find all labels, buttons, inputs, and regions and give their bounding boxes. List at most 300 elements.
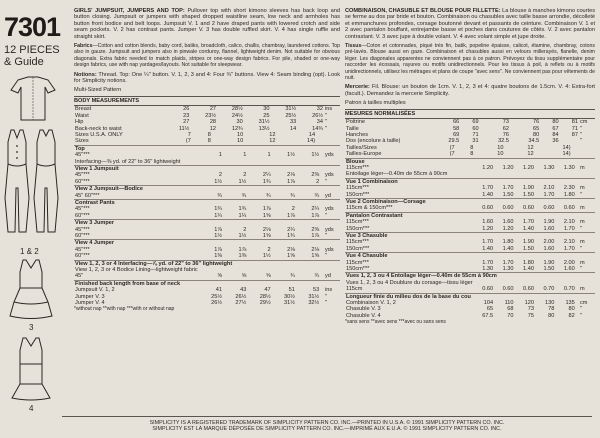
cell-value (555, 171, 575, 178)
cell-value: 1.40 (482, 191, 494, 198)
row-label: Jumper V. 4 (75, 300, 105, 307)
cell-value: 2¼ (311, 206, 320, 213)
cell-unit: " (325, 125, 327, 132)
fr-description: La blouse à manches kimono courtes se ferme au dos par bride et bouton. Combinaison ou chasubles avec taille basse arrondie, décolleté et emmanchures profondes, corsage boutonné devant et passants de ceinture. Combinaison V. 1 et 2 avec pantalon bouffant, entrejambe basse et poches dans coutures de côtés. V. 2 avec pantalon contrastant. V. 3 avec jupe à double volant. V. 4 avec volant simple et jupe droite. (345, 8, 595, 40)
cell-value: 29½ (259, 300, 271, 307)
cell-value: 26½ (211, 300, 223, 307)
row-label: 60"*** (75, 233, 90, 239)
section-title: View 1 Jumpsuit (74, 165, 340, 172)
cell-value: 14) (562, 151, 571, 158)
cell-value: 1.70 (502, 185, 514, 192)
cell-value: 2⅛ (311, 246, 320, 253)
en-nap-note: *without nap **with nap ***with or without nap (74, 306, 175, 313)
row-label: Vues 1, 2, 3 ou 4 Doublure du corsage—tissu léger (346, 279, 473, 286)
footer-divider (62, 416, 592, 417)
cell-value: 1.70 (523, 219, 534, 226)
row-label: Taille (346, 125, 359, 132)
cell-unit: " (580, 245, 582, 252)
cell-value: 1.80 (523, 259, 534, 266)
cell-value: 10 (497, 144, 504, 151)
cell-value: 1⅜ (238, 253, 247, 260)
section-header-row (345, 178, 595, 185)
section-title: View 2 Jumpsuit—Bodice (74, 186, 340, 193)
cell-value (247, 159, 271, 166)
section-header-row (345, 158, 595, 165)
cell-value: 2 (291, 206, 295, 213)
cell-value: 1.30 (482, 266, 494, 273)
cell-value: 130 (545, 300, 555, 307)
cell-value: 2⅜ (311, 172, 320, 179)
row-label: Interfacing—⅜ yd. of 22" to 36" lightweight (75, 158, 181, 165)
section-header-row (74, 199, 340, 206)
cell-value: 7 (187, 131, 191, 138)
row-label: Jumper V. 3 (75, 293, 105, 300)
en-fabrics: —Cotton and cotton blends, baby cord, batiks, broadcloth, calico, challis, chambray, laundered cottons. Top also in gauze. Jumpsuit and jumpers also in pinwale corduroy, flannel, lightweight denim. Not suitable for obvious diagonals. Extra fabric needed to match plaids, stripes or one-way design fabrics. For pile, shaded or one-way design fabrics, use with nap yardages/layouts. Not suitable for sleepwear. (74, 43, 340, 69)
cell-value: 23½ (205, 112, 217, 119)
row-label: View 1, 2, 3 or 4 Bodice Lining—lightweight fabric (75, 267, 198, 274)
cell-value: 1 (243, 152, 247, 159)
cell-value: 1.70 (563, 225, 575, 232)
section-header-row (74, 240, 340, 247)
cell-value: 34.5 (528, 138, 540, 145)
cell-value: 2 (316, 178, 320, 185)
section-header-row (345, 198, 595, 205)
cell-value: 0.60 (563, 205, 575, 212)
cell-value: 2 (267, 246, 271, 253)
cell-value: 24½ (231, 112, 243, 119)
cell-unit: " (325, 212, 327, 219)
table-row (74, 159, 340, 166)
cell-value: 32.5 (498, 138, 509, 145)
en-yardage-table (74, 145, 340, 307)
cell-value: ¾ (241, 192, 247, 199)
cell-value: 1.30 (543, 164, 555, 171)
row-label: 45" 60"*** (75, 192, 100, 199)
cell-value: 43 (240, 287, 247, 294)
cell-value: 47 (264, 287, 271, 294)
row-label: Hanches (346, 131, 369, 138)
english-column (74, 8, 340, 313)
row-label: 150cm*** (346, 266, 370, 273)
cell-value: 27½ (235, 300, 247, 307)
cell-value: 80 (552, 119, 559, 126)
cell-value (223, 159, 247, 166)
en-description: Pullover top with short kimono sleeves has back loop and button closing. Jumpsuit or jumpers with shaped dropped waistline seam, low neck and armholes has button front bodice and belt loops. Jumpsuit V. 1 and 2 have draped pants with lowered crotch and side seam pockets. V. 2 has contrast pants. Jumper V. 3 has double ruffled skirt. V. 4 has single ruffle and straight skirt. (74, 8, 340, 40)
section-title: View 3 Jumper (74, 220, 340, 227)
cell-value: 1½ (238, 233, 247, 239)
cell-value: 65 (533, 125, 540, 132)
cell-value: 1.80 (502, 239, 514, 246)
cell-value: 1.60 (482, 219, 494, 226)
table-row (345, 226, 595, 233)
cell-unit: " (580, 225, 582, 232)
table-row (74, 213, 340, 220)
cell-value: 1⅞ (287, 178, 295, 185)
pieces-label (4, 44, 60, 68)
cell-value: 60 (472, 125, 479, 132)
view-label-4: 4 (29, 404, 34, 413)
cell-value: 1.20 (482, 164, 494, 171)
cell-value: 1⅜ (214, 253, 223, 260)
cell-value (474, 171, 494, 178)
cell-value: 70 (507, 312, 514, 319)
cell-unit (324, 159, 340, 166)
cell-value: 2.10 (563, 239, 575, 246)
cell-unit: " (325, 112, 327, 119)
cell-value: 1½ (311, 152, 320, 159)
cell-value: 0.60 (482, 205, 494, 212)
cell-value: 32 (316, 106, 323, 113)
view2-jumpsuit-sketch (32, 128, 60, 244)
en-notions-label: Notions: (74, 71, 97, 78)
row-label: Hip (75, 119, 84, 126)
cell-value: 14) (562, 144, 571, 151)
table-row (345, 246, 595, 253)
cell-value: 1⅞ (311, 233, 320, 239)
cell-unit: cm (580, 119, 588, 126)
cell-value: 76 (502, 131, 509, 138)
cell-value: 2.00 (563, 259, 575, 266)
cell-value: 1⅝ (287, 253, 295, 260)
cell-unit: " (580, 266, 582, 273)
fr-fabrics: —Coton et cotonnades, piqué très fin, batik, popeline épaisse, calicot, étamine, chambray, cotons pré-lavés. Blouse aussi en gaze. Combinaison et chasubles aussi en velours millerayés, flanelle, denim léger. Les diagonales apparentes ne conviennent pas à ce patron. Prévoyez du tissu supplémentaire pour raccorder les écossais, rayures ou motifs unidirectionnels. Pour les tissus à poil, à reflets ou à motifs unidirectionnels, utilisez les métrages et plans de coupe "avec sens". Ne conviennent pas pour vêtements de nuit. (345, 43, 595, 82)
cell-value: 28½ (231, 106, 243, 113)
cell-value: 14) (307, 138, 316, 145)
cell-value: 0.60 (523, 205, 534, 212)
fr-sizes-table (345, 145, 595, 158)
cell-value: 12 (527, 144, 534, 151)
row-label: Poitrine (346, 119, 365, 126)
fr-multisize: Patron à tailles multiples (345, 100, 406, 107)
pieces-count: 12 PIECES (4, 44, 60, 56)
row-label: Breast (75, 106, 92, 113)
cell-value: ⅝ (241, 273, 247, 280)
row-label: 60"*** (75, 178, 90, 185)
row-label: 45"*** (75, 246, 90, 253)
cell-value: 1⅞ (287, 212, 295, 219)
view-label-3: 3 (29, 323, 34, 332)
en-notions-block (74, 72, 340, 85)
view3-jumper-sketch (8, 258, 54, 320)
en-body-measurements-table (74, 106, 340, 132)
section-title: Contrast Pants (74, 199, 340, 206)
row-label: Combinaison V. 1, 2 (346, 300, 396, 307)
table-row (345, 266, 595, 273)
en-fabrics-label: Fabrics (74, 43, 93, 50)
cell-value: 31½ (258, 119, 270, 126)
cell-unit: m (580, 219, 585, 226)
cell-unit: " (580, 125, 582, 132)
cell-value: 1¼ (238, 212, 247, 219)
cell-value: 2.00 (543, 239, 555, 246)
cell-unit: m (580, 164, 585, 171)
cell-unit: " (325, 119, 327, 126)
cell-value: 0.60 (543, 205, 555, 212)
cell-unit: " (580, 306, 582, 313)
fr-notions: Fil. Blouse: un bouton de 1cm. V. 1, 2, 3 et 4: quatre boutons de 1.5cm. V. 4: Extra-fort (facult.). Demandez la mercerie Simplicity. (345, 84, 595, 97)
cell-value: 1.40 (523, 225, 534, 232)
fr-notions-block (345, 84, 595, 97)
pieces-guide: & Guide (4, 56, 44, 68)
cell-unit: ins (325, 106, 333, 113)
row-label: 115cm*** (346, 239, 369, 246)
cell-value: 1½ (214, 233, 223, 239)
cell-unit: " (580, 138, 582, 145)
cell-value: 53 (312, 287, 320, 294)
cell-value: 2.10 (563, 219, 575, 226)
section-title: Pantalon Contrastant (345, 212, 595, 219)
cell-value: 1.60 (563, 266, 575, 273)
cell-value: 120 (524, 300, 534, 307)
cell-value: 80 (533, 131, 540, 138)
cell-value: 78 (548, 306, 555, 313)
cell-value: 1¼ (214, 212, 223, 219)
row-label: Chasuble V. 3 (346, 306, 381, 313)
cell-value: 1⅝ (262, 233, 271, 239)
row-label: 150cm*** (346, 245, 370, 252)
en-sizes-table (74, 132, 340, 145)
cell-value: 31½ (285, 106, 297, 113)
row-label: Back-neck to waist (75, 125, 122, 132)
section-title: View 4 Jumper (74, 240, 340, 247)
section-header-row (74, 145, 340, 152)
cell-value: 1.20 (523, 164, 534, 171)
cell-value: 1⅞ (214, 246, 223, 253)
cell-value: 1.40 (523, 266, 534, 273)
cell-value: 2 (218, 172, 223, 179)
row-label: 115cm*** (346, 219, 369, 226)
cell-value: 14 (308, 131, 316, 138)
cell-value: 80 (568, 306, 575, 313)
row-label: 45" (75, 273, 84, 280)
cell-value: ⅝ (217, 273, 223, 280)
cell-unit: " (325, 253, 327, 260)
cell-value: 26½ (235, 293, 247, 300)
cell-value: 0.60 (482, 286, 494, 293)
row-label: 150cm*** (346, 191, 370, 198)
cell-value: 12 (209, 125, 217, 132)
cell-unit (579, 171, 595, 178)
cell-unit: " (580, 312, 582, 319)
view-label-1-2: 1 & 2 (20, 247, 39, 256)
cell-value: 31½ (284, 300, 295, 307)
cell-value: 73 (527, 306, 534, 313)
cell-value: 69 (472, 119, 479, 126)
cell-value: 1½ (238, 178, 247, 185)
cell-unit: " (580, 131, 582, 138)
cell-value: 14¾ (312, 125, 323, 132)
cell-value: 1½ (214, 178, 223, 185)
cell-unit: m (580, 185, 585, 192)
cell-value (199, 159, 223, 166)
cell-value: 0.60 (502, 286, 514, 293)
cell-value: 69 (453, 131, 460, 138)
section-header-row (74, 186, 340, 193)
cell-value: 36 (552, 138, 559, 145)
fr-fabrics-label: Tissus (345, 43, 362, 50)
cell-value (535, 171, 555, 178)
cell-value: 34 (316, 119, 323, 126)
row-label: Waist (75, 112, 89, 119)
cell-value: 1.70 (502, 259, 514, 266)
cell-value: 71 (472, 131, 479, 138)
section-header-row (74, 260, 340, 267)
cell-value: 2¼ (287, 226, 295, 233)
en-fabrics-block (74, 43, 340, 69)
cell-value: 1¾ (214, 206, 223, 213)
row-label: Tailles-Europe (346, 151, 382, 158)
cell-value: 110 (504, 300, 514, 307)
cell-value: 30½ (284, 293, 295, 300)
cell-value: 2 (243, 226, 247, 233)
cell-unit: m (580, 286, 585, 293)
row-label: Tailles/Sizes (346, 144, 377, 151)
section-header-row (345, 212, 595, 219)
row-label: 45"*** (75, 172, 90, 179)
row-label: Entoilage léger—0.40m de 55cm à 90cm (346, 171, 448, 178)
section-title: Vue 3 Chasuble (345, 233, 595, 240)
cell-value: ¾ (217, 192, 223, 199)
row-label: 45"*** (75, 206, 90, 213)
row-label: 45"*** (75, 152, 90, 159)
cell-value: 28½ (259, 293, 271, 300)
cell-unit: cm (580, 300, 588, 307)
cell-unit: " (580, 191, 582, 198)
table-row (345, 171, 595, 178)
footer (62, 420, 592, 432)
cell-value: 67.5 (482, 312, 494, 319)
section-header-row (74, 280, 340, 287)
view4-jumper-sketch (8, 336, 54, 402)
cell-unit: yds (325, 226, 334, 233)
section-header-row (74, 165, 340, 172)
cell-value: 1.20 (502, 164, 514, 171)
cell-value: 31 (472, 138, 479, 145)
fr-body-measurements-table (345, 119, 595, 145)
cell-value: 1⅞ (311, 212, 320, 219)
cell-value: 12 (269, 131, 276, 138)
section-title: Top (74, 145, 340, 152)
cell-value: 10 (236, 131, 244, 138)
cell-value: ⅝ (265, 273, 271, 280)
cell-value: 1.70 (543, 191, 555, 198)
cell-value: 0.70 (543, 286, 555, 293)
cell-value: 1.70 (563, 245, 575, 252)
cell-value: 73 (502, 119, 509, 126)
cell-value: 76 (533, 119, 540, 126)
cell-value: 1.90 (523, 239, 534, 246)
cell-value: 51 (288, 287, 295, 294)
cell-unit: m (580, 205, 585, 212)
cell-value: 1¾ (238, 206, 247, 213)
cell-value: (7 (185, 138, 191, 145)
cell-value: ¾ (290, 192, 295, 199)
cell-value: 1.30 (502, 266, 514, 273)
cell-value: 1⅞ (262, 206, 271, 213)
cell-value: 1⅝ (262, 212, 271, 219)
cell-unit: " (325, 233, 327, 239)
cell-value: 23 (183, 112, 190, 119)
table-row (345, 205, 595, 212)
cell-value: 1½ (262, 253, 271, 260)
cell-value (272, 159, 296, 166)
cell-value: 84 (552, 131, 559, 138)
cell-value: 75 (527, 312, 534, 319)
cell-value: 12 (269, 138, 276, 145)
cell-value: 62 (502, 125, 509, 132)
cell-value: 0.60 (523, 286, 534, 293)
cell-value: ¾ (290, 273, 295, 280)
cell-unit: yds (325, 152, 334, 159)
section-header-row (345, 273, 595, 280)
cell-value: 1.40 (482, 245, 494, 252)
cell-value: 25½ (285, 112, 297, 119)
cell-value: 1 (218, 152, 223, 159)
cell-value: 31½ (308, 293, 320, 300)
top-garment-sketch (8, 74, 58, 124)
cell-value: 30 (236, 119, 243, 126)
table-row (74, 253, 340, 260)
section-title: Finished back length from base of neck (74, 280, 340, 287)
cell-value: 1.90 (543, 219, 555, 226)
cell-value: 8 (470, 151, 474, 158)
row-label: Sizes U.S.A. ONLY (75, 131, 123, 138)
cell-value: 8 (207, 131, 211, 138)
cell-unit: yds (325, 246, 334, 253)
cell-value: 25½ (211, 293, 223, 300)
cell-value: 66 (453, 119, 460, 126)
section-title: Vue 1 Combinaison (345, 178, 595, 185)
row-label: 115cm*** (346, 259, 369, 266)
cell-value: 2 (243, 172, 247, 179)
cell-value: ¾ (314, 273, 320, 280)
cell-value: 2⅜ (311, 226, 320, 233)
cell-unit: m (580, 259, 585, 266)
row-label: 60"*** (75, 253, 90, 260)
cell-value: 1.50 (543, 266, 555, 273)
row-label: 60"*** (75, 212, 90, 219)
cell-value: 81 (571, 119, 578, 126)
section-header-row (345, 293, 595, 300)
cell-value: 80 (548, 312, 555, 319)
cell-value: 27 (209, 106, 217, 113)
cell-value: 1.70 (482, 185, 494, 192)
cell-unit: yd (325, 192, 331, 199)
row-label: 45"*** (75, 226, 90, 233)
cell-value: 1.40 (502, 245, 514, 252)
cell-value: 27 (183, 119, 190, 126)
cell-unit: yd (325, 273, 331, 280)
french-column (345, 8, 595, 326)
cell-value: 82 (568, 312, 575, 319)
fr-yardage-table (345, 158, 595, 320)
cell-value: 1¾ (262, 178, 271, 185)
cell-value (494, 171, 514, 178)
fr-fabrics-block (345, 43, 595, 81)
section-header-row (345, 233, 595, 240)
section-title: Vue 4 Chasuble (345, 253, 595, 260)
cell-value: 0.60 (502, 205, 514, 212)
cell-value: 135 (565, 300, 575, 307)
cell-value: 67 (552, 125, 559, 132)
cell-value: 2⅛ (287, 172, 295, 179)
cell-value: 25 (263, 112, 270, 119)
cell-value: 2.10 (543, 185, 555, 192)
cell-value: 2¼ (262, 172, 271, 179)
cell-value: 1.30 (563, 164, 575, 171)
cell-value: (7 (449, 151, 455, 158)
fr-body-measurements-header: MESURES NORMALISÉES (345, 109, 595, 119)
